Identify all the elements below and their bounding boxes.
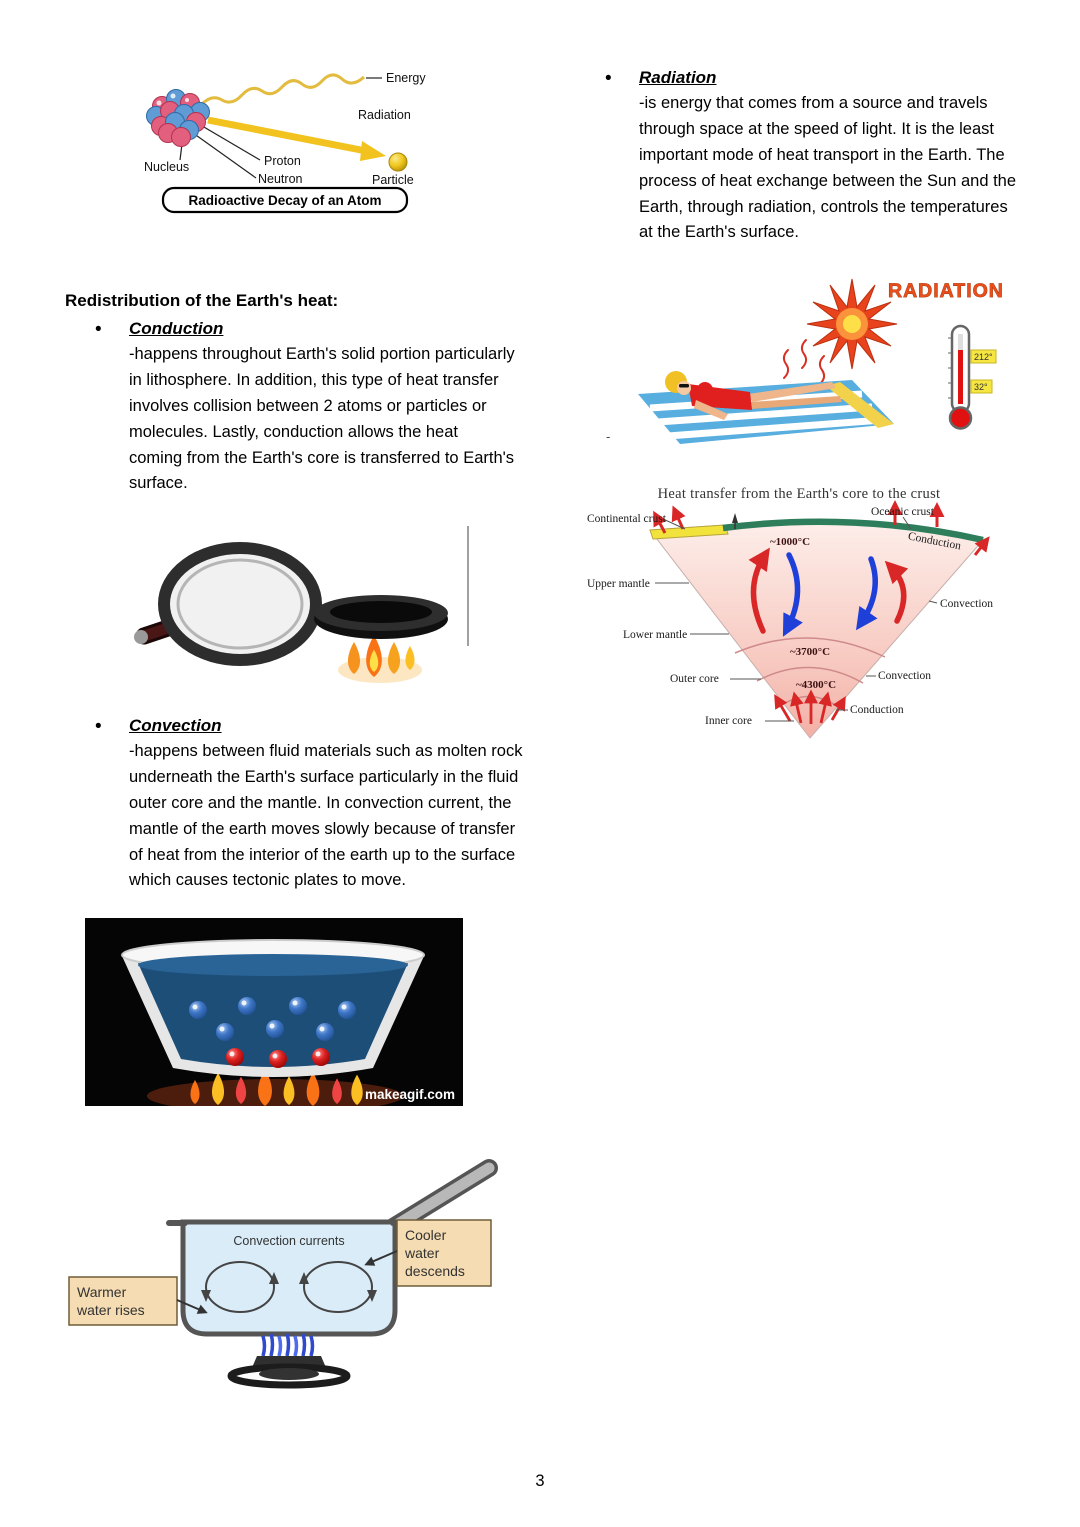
proton-label: Proton <box>264 154 301 168</box>
particle-label: Particle <box>372 173 414 187</box>
radiation-title: Radiation <box>639 68 717 87</box>
lower-mantle-label: Lower mantle <box>623 629 688 641</box>
radiation-section <box>605 68 1017 246</box>
conduction-title: Conduction <box>129 319 224 338</box>
burner <box>231 1334 347 1385</box>
boiling-pot-svg <box>85 918 463 1106</box>
temp-3700-label: ~3700°C <box>789 646 831 658</box>
sun-icon <box>807 279 897 369</box>
radiation-beach-svg <box>600 276 1012 454</box>
bullet-marker <box>605 68 639 246</box>
cooler-line-1: Cooler <box>405 1227 447 1243</box>
outer-core-label: Outer core <box>670 673 719 685</box>
radiation-body: -is energy that comes from a source and travels through space at the speed of light. It is the least important mode of heat transport in the Earth. The process of heat exchange between the Sun and the Earth, through radiation, controls the temperatures at the Earth's surface. <box>639 94 1017 242</box>
convection-right-label: Convection <box>940 598 994 610</box>
convection-lower-label: Convection <box>878 670 932 682</box>
core-figure-title: Heat transfer from the Earth's core to the crust <box>657 486 941 502</box>
radiation-arrow <box>208 120 366 151</box>
conduction-top-label: Conduction <box>906 530 962 553</box>
boiling-pot-figure <box>85 918 463 1106</box>
earth-core-svg <box>585 483 1013 745</box>
conduction-lower-label: Conduction <box>850 704 904 716</box>
earth-core-figure <box>585 483 1013 745</box>
saucepan <box>134 548 316 660</box>
oceanic-crust-label: Oceanic crust <box>871 506 934 518</box>
radiation-beach-figure <box>600 276 1012 454</box>
convection-title: Convection <box>129 716 222 735</box>
continental-crust-label: Continental crust <box>587 513 666 525</box>
frying-pan <box>314 595 448 639</box>
radiation-label: Radiation <box>358 108 411 122</box>
energy-wave <box>202 75 364 104</box>
thermometer-icon <box>948 326 996 429</box>
radioactive-decay-figure <box>128 62 480 214</box>
cooler-line-3: descends <box>405 1263 465 1279</box>
decay-caption: Radioactive Decay of an Atom <box>188 193 382 208</box>
heat-rays-icon <box>784 340 824 384</box>
temp-1000-label: ~1000°C <box>769 536 811 548</box>
convection-currents-svg <box>65 1148 513 1393</box>
radioactive-decay-svg <box>128 62 480 214</box>
thermo-top-label: 212° <box>974 352 993 362</box>
cooler-line-2: water <box>405 1245 440 1261</box>
convection-section <box>95 716 525 894</box>
section-heading: Redistribution of the Earth's heat: <box>65 291 339 310</box>
neutron-label: Neutron <box>258 172 303 186</box>
stray-dash: - <box>606 429 611 444</box>
upper-mantle-label: Upper mantle <box>587 578 650 590</box>
energy-label: Energy <box>386 71 426 85</box>
conduction-pan-figure <box>128 522 473 692</box>
thermo-bottom-label: 32° <box>974 382 988 392</box>
bullet-marker <box>95 716 129 894</box>
currents-label: Convection currents <box>233 1234 345 1248</box>
temp-4300-label: ~4300°C <box>795 679 837 691</box>
conduction-section <box>95 319 515 497</box>
water <box>138 963 408 1067</box>
warmer-line-2: water rises <box>77 1302 145 1318</box>
bullet-marker <box>95 319 129 497</box>
warmer-line-1: Warmer <box>77 1284 127 1300</box>
flame <box>338 635 422 683</box>
particle-ball <box>389 153 407 171</box>
convection-body: -happens between fluid materials such as molten rock underneath the Earth's surface particularly in the fluid outer core and the mantle. In convection current, the mantle of the earth moves slowly because of transfer of heat from the interior of the earth up to the surface which causes tectonic plates to move. <box>129 742 523 890</box>
conduction-body: -happens throughout Earth's solid portion particularly in lithosphere. In addition, this type of heat transfer involves collision between 2 atoms or particles or molecules. Lastly, conduction allows the heat coming from the Earth's core is transferred to Earth's surface. <box>129 345 515 493</box>
watermark: makeagif.com <box>364 1087 455 1102</box>
nucleus-label: Nucleus <box>144 160 190 174</box>
convection-currents-figure <box>65 1148 513 1393</box>
earth-wedge <box>650 520 983 738</box>
page-number: 3 <box>535 1472 545 1490</box>
inner-core-label: Inner core <box>705 715 752 727</box>
radiation-banner: RADIATION <box>888 280 1004 302</box>
pan-svg <box>128 522 473 692</box>
